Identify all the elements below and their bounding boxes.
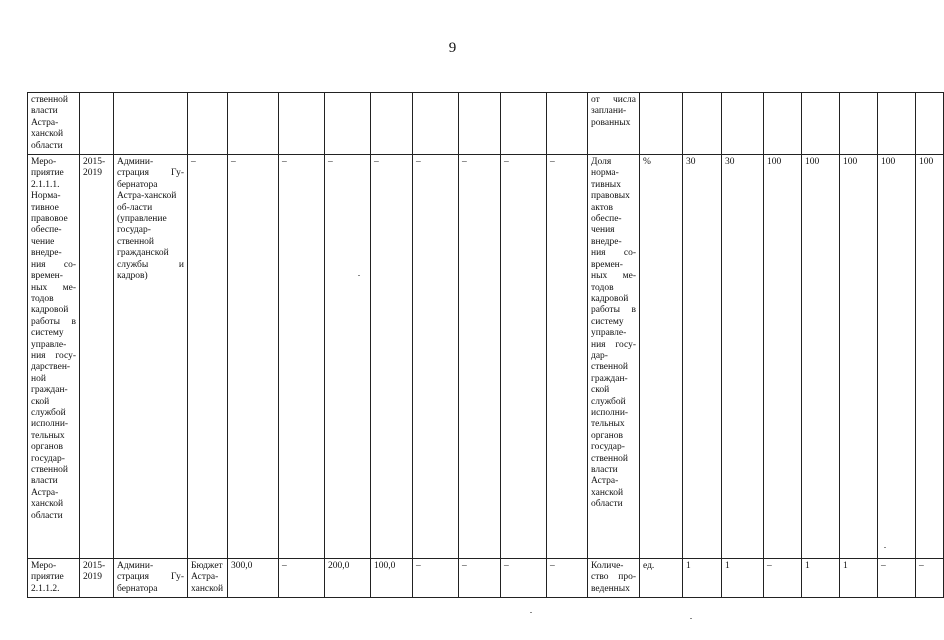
- scan-speck: [530, 612, 532, 613]
- amount-cell: –: [279, 559, 325, 598]
- amount-cell: –: [413, 155, 459, 559]
- period-cell: 2015-2019: [80, 155, 114, 559]
- amount-cell: [279, 93, 325, 155]
- indicator-value-cell: [840, 93, 878, 155]
- indicator-value-cell: 30: [683, 155, 722, 559]
- indicator-value-cell: 1: [683, 559, 722, 598]
- page-number: 9: [448, 40, 457, 56]
- indicator-name-cell: Количе-ство про-веденных: [588, 559, 640, 598]
- executor-cell: Админи-страция Гу-бернатора: [114, 559, 188, 598]
- indicator-value-cell: –: [764, 559, 802, 598]
- indicator-value-cell: 100: [916, 155, 944, 559]
- funding-source-cell: Бюджет Астра-ханской: [188, 559, 228, 598]
- amount-cell: –: [459, 559, 501, 598]
- amount-cell: [325, 93, 371, 155]
- unit-cell: %: [640, 155, 683, 559]
- amount-cell: 200,0: [325, 559, 371, 598]
- amount-cell: –: [279, 155, 325, 559]
- indicator-value-cell: –: [916, 559, 944, 598]
- indicator-value-cell: 30: [722, 155, 764, 559]
- indicator-value-cell: 1: [802, 559, 840, 598]
- amount-cell: –: [413, 559, 459, 598]
- indicator-value-cell: 1: [722, 559, 764, 598]
- table-row: [28, 559, 944, 598]
- executor-cell: Админи-страция Гу-бернатора Астра-ханской об-ласти (управление государ-ственной гражданской службы и кадров): [114, 155, 188, 559]
- indicator-value-cell: 1: [840, 559, 878, 598]
- table-row: [28, 155, 944, 559]
- activity-name-cell: ственной власти Астра-ханской области: [28, 93, 80, 155]
- indicator-value-cell: [916, 93, 944, 155]
- scan-speck: [358, 275, 360, 276]
- indicator-value-cell: 100: [802, 155, 840, 559]
- indicator-value-cell: [722, 93, 764, 155]
- amount-cell: –: [459, 155, 501, 559]
- period-cell: 2015-2019: [80, 559, 114, 598]
- activity-name-cell: Меро-приятие 2.1.1.2.: [28, 559, 80, 598]
- indicator-value-cell: –: [878, 559, 916, 598]
- amount-cell: –: [228, 155, 279, 559]
- indicator-value-cell: [764, 93, 802, 155]
- amount-cell: [371, 93, 413, 155]
- indicator-value-cell: [802, 93, 840, 155]
- indicator-name-cell: Доля норма-тивных правовых актов обеспе-чения внедре-ния со-времен-ных ме-тодов кадровой работы в систему управле-ния госу-дар-ственной граждан-ской службой исполни-тельных органов государ-ственной власти Астра-ханской области: [588, 155, 640, 559]
- scan-speck: [884, 547, 886, 548]
- amount-cell: –: [501, 559, 547, 598]
- indicator-name-cell: от числа заплани-рованных: [588, 93, 640, 155]
- activity-name-cell: Меро-приятие 2.1.1.1. Норма-тивное правовое обеспе-чение внедре-ния со-времен-ных ме-тодов кадровой работы в систему управле-ния госу-дарствен-ной граждан-ской службой исполни-тельных органов государ-ственной власти Астра-ханской области: [28, 155, 80, 559]
- amount-cell: 100,0: [371, 559, 413, 598]
- amount-cell: [228, 93, 279, 155]
- indicator-value-cell: 100: [840, 155, 878, 559]
- indicator-value-cell: [878, 93, 916, 155]
- amount-cell: [413, 93, 459, 155]
- amount-cell: [547, 93, 588, 155]
- amount-cell: –: [547, 155, 588, 559]
- period-cell: [80, 93, 114, 155]
- executor-cell: [114, 93, 188, 155]
- indicator-value-cell: 100: [878, 155, 916, 559]
- scan-speck: [690, 618, 692, 619]
- unit-cell: [640, 93, 683, 155]
- program-activities-table: [27, 92, 944, 598]
- amount-cell: –: [501, 155, 547, 559]
- indicator-value-cell: 100: [764, 155, 802, 559]
- amount-cell: –: [547, 559, 588, 598]
- funding-source-cell: [188, 93, 228, 155]
- amount-cell: –: [325, 155, 371, 559]
- amount-cell: 300,0: [228, 559, 279, 598]
- unit-cell: ед.: [640, 559, 683, 598]
- funding-source-cell: –: [188, 155, 228, 559]
- amount-cell: [459, 93, 501, 155]
- amount-cell: [501, 93, 547, 155]
- indicator-value-cell: [683, 93, 722, 155]
- table-row: [28, 93, 944, 155]
- amount-cell: –: [371, 155, 413, 559]
